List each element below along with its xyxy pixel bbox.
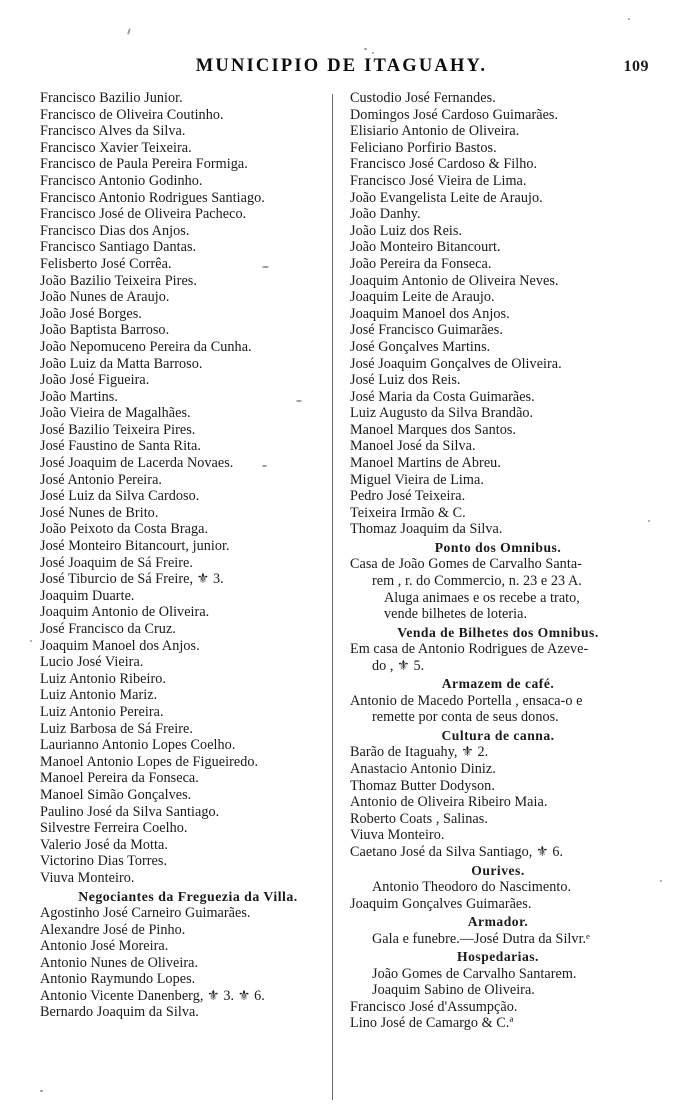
right-column: [338, 90, 646, 1102]
list-item: José Joaquim Gonçalves de Oliveira.: [350, 355, 562, 372]
list-item-line: Viuva Monteiro.: [350, 827, 445, 844]
list-item: [350, 896, 646, 913]
list-item: José Antonio Pereira.: [40, 471, 163, 488]
list-item: Antonio Nunes de Oliveira.: [40, 954, 199, 971]
list-item-line: Anastacio Antonio Diniz.: [350, 761, 496, 777]
list-item-line: vende bilhetes de loteria.: [384, 606, 528, 623]
list-item: [350, 778, 646, 795]
list-item-line: do , ⚜ 5.: [372, 657, 425, 674]
list-item: Agostinho José Carneiro Guimarães.: [40, 904, 251, 921]
left-column-section-entry-list: [40, 905, 330, 1021]
list-item: Manoel Marques dos Santos.: [350, 421, 517, 438]
list-item: [350, 999, 646, 1016]
list-item: [350, 931, 646, 948]
list-item: Manoel José da Silva.: [350, 438, 476, 455]
list-item-line: Gala e funebre.—José Dutra da Silvr.ᵉ: [372, 930, 590, 947]
list-item: Miguel Vieira de Lima.: [350, 471, 484, 488]
list-item: Manoel Antonio Lopes de Figueiredo.: [40, 753, 259, 770]
list-item: José Francisco Guimarães.: [350, 322, 503, 339]
list-item-line: Em casa de Antonio Rodrigues de Azeve-: [350, 641, 589, 658]
page-title: MUNICIPIO DE ITAGUAHY.: [195, 56, 488, 76]
list-item: [350, 744, 646, 761]
list-item: João Nunes de Araujo.: [40, 289, 170, 306]
list-item: João Bazilio Teixeira Pires.: [40, 272, 197, 289]
list-item: Francisco Antonio Godinho.: [40, 172, 203, 189]
list-item: [350, 966, 646, 983]
list-item: [350, 879, 646, 896]
right-column-entry-list: [350, 90, 646, 538]
list-item: Bernardo Joaquim da Silva.: [40, 1004, 199, 1021]
list-item: [350, 982, 646, 999]
list-item: Francisco de Paula Pereira Formiga.: [40, 156, 248, 173]
section-heading: Cultura de canna.: [441, 728, 555, 743]
list-item: José Nunes de Brito.: [40, 504, 159, 521]
list-item: João José Figueira.: [40, 372, 150, 389]
list-item: [350, 844, 646, 861]
list-item: Luiz Antonio Mariz.: [40, 687, 158, 704]
list-item-line: Antonio Theodoro do Nascimento.: [372, 878, 572, 895]
list-item: João Vieira de Magalhães.: [40, 405, 191, 422]
list-item: [350, 556, 646, 622]
list-item: José Maria da Costa Guimarães.: [350, 388, 535, 405]
list-item-line: Thomaz Butter Dodyson.: [350, 777, 495, 794]
list-item: Silvestre Ferreira Coelho.: [40, 820, 188, 837]
list-item-line: Lino José de Camargo & C.ª: [350, 1015, 514, 1032]
list-item-line: Roberto Coats , Salinas.: [350, 810, 488, 827]
section-heading: Ponto dos Omnibus.: [434, 540, 562, 556]
list-item: Pedro José Teixeira.: [350, 488, 466, 505]
list-item: Francisco de Oliveira Coutinho.: [40, 106, 224, 123]
list-item: Valerio José da Motta.: [40, 836, 168, 853]
list-item: Paulino José da Silva Santiago.: [40, 803, 220, 820]
list-item: Alexandre José de Pinho.: [40, 921, 186, 938]
list-item: Domingos José Cardoso Guimarães.: [350, 106, 559, 123]
list-item: Feliciano Porfirio Bastos.: [350, 139, 497, 156]
list-item: José Tiburcio de Sá Freire, ⚜ 3.: [40, 571, 224, 588]
list-item: João Pereira da Fonseca.: [350, 255, 492, 272]
list-item-line: Caetano José da Silva Santiago, ⚜ 6.: [350, 843, 564, 860]
list-item: Manoel Pereira da Fonseca.: [40, 770, 199, 787]
list-item: João Danhy.: [350, 206, 421, 223]
list-item: Thomaz Joaquim da Silva.: [350, 521, 503, 538]
list-item-line: Antonio de Macedo Portella , ensaca-o e: [350, 692, 583, 709]
list-item: José Monteiro Bitancourt, junior.: [40, 538, 230, 555]
list-item: João José Borges.: [40, 305, 142, 322]
list-item-line: Antonio de Oliveira Ribeiro Maia.: [350, 794, 548, 811]
list-item: Francisco José Vieira de Lima.: [350, 172, 527, 189]
list-item: João Luiz dos Reis.: [350, 222, 463, 239]
list-item: Joaquim Antonio de Oliveira.: [40, 604, 210, 621]
section-heading: Hospedarias.: [457, 949, 539, 965]
list-item: Luiz Barbosa de Sá Freire.: [40, 720, 193, 737]
list-item-line: rem , r. do Commercio, n. 23 e 23 A.: [372, 573, 582, 590]
list-item: João Monteiro Bitancourt.: [350, 239, 501, 256]
list-item: Antonio Vicente Danenberg, ⚜ 3. ⚜ 6.: [40, 987, 265, 1004]
list-item: Francisco José de Oliveira Pacheco.: [40, 206, 247, 223]
list-item: João Martins.: [40, 388, 118, 405]
list-item: Laurianno Antonio Lopes Coelho.: [40, 737, 236, 754]
left-column-entry-list: [40, 90, 330, 887]
list-item-line: João Gomes de Carvalho Santarem.: [372, 965, 577, 982]
list-item: José Luiz da Silva Cardoso.: [40, 488, 200, 505]
list-item: José Faustino de Santa Rita.: [40, 438, 201, 455]
list-item: [350, 761, 646, 778]
list-item: [350, 794, 646, 811]
list-item: Joaquim Leite de Araujo.: [350, 289, 495, 306]
list-item: [350, 827, 646, 844]
section-heading: Venda de Bilhetes dos Omnibus.: [397, 624, 599, 640]
list-item-line: Joaquim Gonçalves Guimarães.: [350, 895, 532, 912]
list-item: João Baptista Barroso.: [40, 322, 170, 339]
list-item: José Joaquim de Sá Freire.: [40, 554, 193, 571]
section-heading: Ourives.: [471, 862, 525, 878]
list-item-line: Aluga animaes e os recebe a trato,: [384, 589, 580, 606]
list-item: Lucio José Vieira.: [40, 654, 144, 671]
section-heading: Armador.: [467, 914, 529, 930]
section-heading-negociantes: Negociantes da Freguezia da Villa.: [78, 888, 298, 904]
left-column: [40, 90, 338, 1102]
list-item: Joaquim Manoel dos Anjos.: [350, 305, 510, 322]
section-heading: Armazem de café.: [441, 676, 555, 692]
right-column-sections: [350, 539, 646, 1032]
list-item: Francisco Antonio Rodrigues Santiago.: [40, 189, 265, 206]
list-item: Victorino Dias Torres.: [40, 853, 168, 870]
list-item-line: Casa de João Gomes de Carvalho Santa-: [350, 556, 582, 573]
list-item: [350, 1015, 646, 1032]
list-item: João Evangelista Leite de Araujo.: [350, 189, 543, 206]
list-item: José Francisco da Cruz.: [40, 621, 176, 637]
list-item: Luiz Antonio Pereira.: [40, 703, 164, 720]
list-item: Elisiario Antonio de Oliveira.: [350, 123, 520, 140]
list-item-line: remette por conta de seus donos.: [372, 709, 559, 726]
list-item: [350, 811, 646, 828]
list-item: Francisco José Cardoso & Filho.: [350, 156, 538, 173]
list-item: Teixeira Irmão & C.: [350, 504, 466, 521]
list-item: João Nepomuceno Pereira da Cunha.: [40, 338, 252, 355]
list-item-line: Francisco José d'Assumpção.: [350, 998, 518, 1015]
list-item: Custodio José Fernandes.: [350, 90, 496, 106]
list-item: José Gonçalves Martins.: [350, 338, 491, 355]
page-number: 109: [623, 58, 649, 75]
list-item: Viuva Monteiro.: [40, 869, 135, 886]
list-item: José Joaquim de Lacerda Novaes.: [40, 455, 234, 472]
list-item: Felisberto José Corrêa.: [40, 255, 172, 272]
list-item: José Bazilio Teixeira Pires.: [40, 421, 196, 438]
list-item: Francisco Santiago Dantas.: [40, 239, 197, 256]
page-header: [0, 56, 683, 82]
list-item: Manoel Martins de Abreu.: [350, 455, 501, 472]
list-item: [350, 693, 646, 726]
two-column-body: [40, 90, 649, 1102]
list-item: Francisco Dias dos Anjos.: [40, 222, 190, 239]
list-item: Francisco Xavier Teixeira.: [40, 139, 192, 156]
list-item: Antonio José Moreira.: [40, 938, 169, 955]
list-item: Joaquim Duarte.: [40, 587, 135, 604]
list-item: João Luiz da Matta Barroso.: [40, 355, 203, 372]
list-item: Joaquim Antonio de Oliveira Neves.: [350, 272, 559, 289]
list-item: José Luiz dos Reis.: [350, 372, 461, 389]
list-item-line: Barão de Itaguahy, ⚜ 2.: [350, 744, 489, 761]
list-item: Francisco Bazilio Junior.: [40, 90, 183, 106]
list-item: Luiz Augusto da Silva Brandão.: [350, 405, 534, 422]
list-item: Francisco Alves da Silva.: [40, 123, 186, 140]
list-item: Antonio Raymundo Lopes.: [40, 971, 196, 988]
list-item: Manoel Simão Gonçalves.: [40, 786, 192, 803]
list-item: Luiz Antonio Ribeiro.: [40, 670, 166, 687]
list-item: João Peixoto da Costa Braga.: [40, 521, 209, 538]
list-item: [350, 641, 646, 674]
list-item-line: Joaquim Sabino de Oliveira.: [372, 982, 535, 999]
list-item: Joaquim Manoel dos Anjos.: [40, 637, 200, 654]
